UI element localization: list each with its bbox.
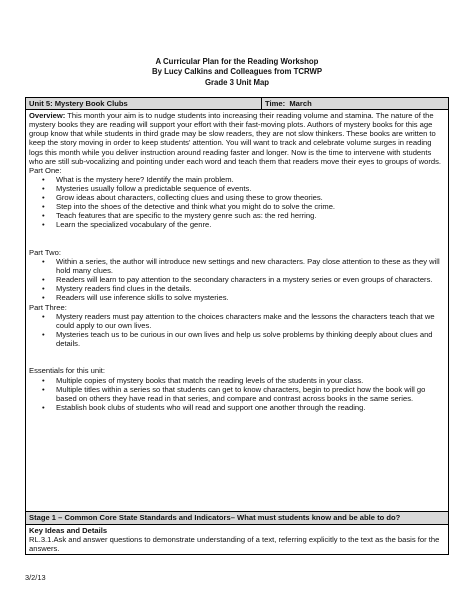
list-item: • Mystery readers find clues in the details.	[29, 284, 445, 293]
stage1-body-row	[26, 525, 449, 555]
document-authors: By Lucy Calkins and Colleagues from TCRWP	[151, 67, 323, 77]
time-label: Time:	[265, 99, 286, 108]
spacer	[29, 348, 445, 357]
time-value: March	[289, 99, 312, 108]
document-subtitle: Grade 3 Unit Map	[204, 77, 270, 87]
part-three-label: Part Three:	[29, 302, 67, 312]
essentials-label: Essentials for this unit:	[29, 366, 105, 376]
stage1-header-row	[26, 512, 449, 525]
document-title: A Curricular Plan for the Reading Workshop	[155, 57, 319, 66]
list-item: • Step into the shoes of the detective and think what you might do to solve the crime.	[29, 202, 445, 211]
key-ideas-label: Key Ideas and Details	[29, 526, 108, 536]
overview-paragraph	[29, 111, 445, 166]
list-item: • Grow ideas about characters, collecting clues and using these to grow theories.	[29, 193, 445, 202]
unit-map-table	[25, 97, 449, 555]
list-item: • Readers will use inference skills to solve mysteries.	[29, 293, 445, 302]
unit-body-row	[26, 110, 449, 512]
list-item: • Multiple titles within a series so that students can get to know characters, begin to predict how the book will go based on others they have read in that series, and compare and contrast across books in the same series.	[29, 385, 445, 403]
spacer	[29, 239, 445, 248]
part-one-list	[29, 175, 445, 230]
spacer	[29, 357, 445, 366]
unit-title-cell	[26, 98, 262, 110]
list-item: • Readers will learn to pay attention to the secondary characters in a mystery series or even groups of characters.	[29, 275, 445, 284]
list-item: • Mysteries teach us to be curious in our own lives and help us solve problems by thinking deeply about clues and details.	[29, 330, 445, 348]
list-item: • Learn the specialized vocabulary of the genre.	[29, 220, 445, 229]
list-item: • Multiple copies of mystery books that match the reading levels of the students in your class.	[29, 376, 445, 385]
list-item: • What is the mystery here? Identify the main problem.	[29, 175, 445, 184]
overview-label: Overview:	[29, 111, 66, 121]
document-title-block	[0, 57, 474, 88]
list-item: • Within a series, the author will introduce new settings and new characters. Pay close attention to these as they will hold many clues.	[29, 257, 445, 275]
part-one-label: Part One:	[29, 165, 62, 175]
part-three-list	[29, 312, 445, 348]
part-two-label: Part Two:	[29, 247, 61, 257]
unit-title: Unit 5: Mystery Book Clubs	[29, 99, 128, 108]
spacer	[29, 230, 445, 239]
list-item: • Teach features that are specific to the mystery genre such as: the red herring.	[29, 211, 445, 220]
part-two-list	[29, 257, 445, 303]
footer-date: 3/2/13	[25, 573, 46, 582]
unit-time-cell	[262, 98, 449, 110]
list-item: • Mystery readers must pay attention to the choices characters make and the lessons the characters teach that we could apply to our own lives.	[29, 312, 445, 330]
standard-text: RL.3.1.Ask and answer questions to demonstrate understanding of a text, referring explicitly to the text as the basis for the answers.	[29, 535, 440, 554]
overview-text: This month your aim is to nudge students into increasing their reading volume and stamina. The nature of the mystery books they are reading will support your effort with their fast-moving plots. Authors of mystery books for this age group know that while students in third grade may be slow readers, they are not slow thinkers. These books are written to keep the story moving in order to keep students' attention. You will want to track and celebrate volume surges in reading logs this month while you deliver instruction around reading faster and longer. Now is the time to intervene with students who are still sub-vocalizing and pointing under each word and teach them that readers move their eyes to groups of words.	[29, 111, 441, 166]
list-item: • Establish book clubs of students who will read and support one another through the reading.	[29, 403, 445, 412]
stage1-body-cell	[26, 525, 449, 555]
essentials-list	[29, 376, 445, 412]
stage1-title: Stage 1 – Common Core State Standards and Indicators– What must students know and be able to do?	[26, 512, 449, 525]
unit-header-row	[26, 98, 449, 110]
unit-body-cell	[26, 110, 449, 512]
list-item: • Mysteries usually follow a predictable sequence of events.	[29, 184, 445, 193]
